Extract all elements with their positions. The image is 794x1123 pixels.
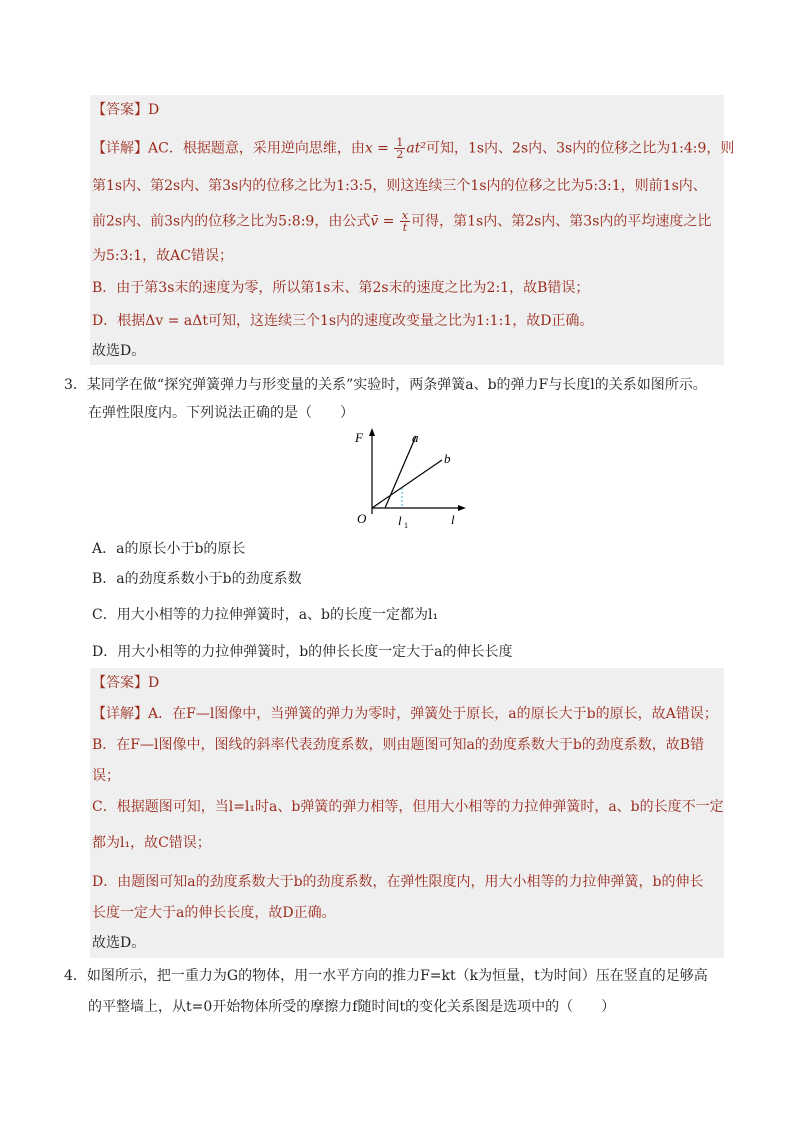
l1-tick-subscript: 1 — [404, 521, 408, 530]
answer-label: 【答案】D — [92, 102, 160, 118]
x-axis-arrow — [458, 505, 466, 511]
answer-label: 【答案】D — [92, 675, 160, 691]
detail-line-5: B．由于第3s末的速度为零，所以第1s末、第2s末的速度之比为2:1，故B错误； — [92, 280, 590, 296]
question-3-stem-1: 3．某同学在做“探究弹簧弹力与形变量的关系”实验时，两条弹簧a、b的弹力F与长度l的关系如图所示。 — [64, 377, 707, 393]
detail-line-1 — [92, 704, 718, 724]
formula-eq: = — [372, 140, 394, 157]
detail-line-1 — [92, 137, 734, 160]
detail-label: 【详解】 — [92, 140, 148, 157]
detail-line-3 — [92, 210, 711, 233]
detail-line-7: 长度一定大于a的伸长长度，故D正确。 — [92, 905, 336, 921]
detail-line-4: C．根据题图可知，当l=l₁时a、b弹簧的弹力相等，但用大小相等的力拉伸弹簧时，a、b的长度不一定 — [92, 799, 724, 815]
detail-label: 【详解】 — [92, 706, 148, 722]
option-a[interactable]: A．a的原长小于b的原长 — [92, 541, 246, 557]
detail-text: 可知，1s内、2s内、3s内的位移之比为1:4:9，则 — [425, 140, 735, 157]
y-axis-arrow — [369, 428, 375, 436]
detail-text: AC．根据题意，采用逆向思维，由 — [148, 140, 365, 157]
l1-tick-label: l — [398, 513, 402, 528]
detail-line-3: 误； — [92, 768, 120, 784]
detail-text: A．在F—l图像中，当弹簧的弹力为零时，弹簧处于原长，a的原长大于b的原长，故A错误； — [148, 706, 718, 722]
option-b[interactable]: B．a的劲度系数小于b的劲度系数 — [92, 571, 302, 587]
line-a — [385, 436, 416, 508]
formula-fraction: $\frac{1}{2}$ — [396, 136, 404, 161]
question-4-stem-1: 4．如图所示，把一重力为G的物体，用一水平方向的推力F=kt（k为恒量，t为时间）压在竖直的足够高 — [64, 968, 708, 984]
line-b-label: b — [444, 451, 451, 466]
detail-line-5: 都为l₁，故C错误； — [92, 835, 211, 851]
detail-line-6: D．根据Δv = aΔt可知，这连续三个1s内的速度改变量之比为1:1:1，故D正确。 — [92, 313, 594, 329]
origin-label: O — [357, 511, 367, 526]
formula-fraction: $\frac{x}{t}$ — [401, 209, 409, 234]
line-a-label: a — [412, 430, 419, 445]
line-b — [372, 460, 442, 508]
option-d[interactable]: D．用大小相等的力拉伸弹簧时，b的伸长长度一定大于a的伸长长度 — [92, 644, 513, 660]
formula-x: x — [364, 140, 373, 157]
formula-v: v̄ — [370, 213, 379, 230]
detail-text: 可得，第1s内、第2s内、第3s内的平均速度之比 — [411, 213, 712, 230]
detail-line-4: 为5:3:1，故AC错误； — [92, 248, 233, 264]
question-4-stem-2: 的平整墙上，从t=0开始物体所受的摩擦力f随时间t的变化关系图是选项中的（ ） — [88, 999, 616, 1015]
detail-line-7: 故选D。 — [92, 343, 146, 359]
y-axis-label: F — [355, 430, 363, 445]
option-c[interactable]: C．用大小相等的力拉伸弹簧时，a、b的长度一定都为l₁ — [92, 607, 439, 623]
formula-rest: at² — [406, 140, 426, 157]
detail-line-2: B．在F—l图像中，图线的斜率代表劲度系数，则由题图可知a的劲度系数大于b的劲度系数，故B错 — [92, 737, 705, 753]
question-3-stem-2: 在弹性限度内。下列说法正确的是（ ） — [88, 405, 354, 421]
detail-text: 前2s内、前3s内的位移之比为5:8:9，由公式 — [92, 213, 371, 230]
detail-line-2: 第1s内、第2s内、第3s内的位移之比为1:3:5，则这连续三个1s内的位移之比为5:3:1，则前1s内、 — [92, 178, 707, 194]
detail-line-6: D．由题图可知a的劲度系数大于b的劲度系数，在弹性限度内，用大小相等的力拉伸弹簧，b的伸长 — [92, 874, 704, 890]
f-l-graph — [350, 428, 470, 537]
detail-line-8: 故选D。 — [92, 935, 146, 951]
formula-eq: = — [378, 213, 399, 230]
x-axis-label: l — [451, 512, 455, 527]
